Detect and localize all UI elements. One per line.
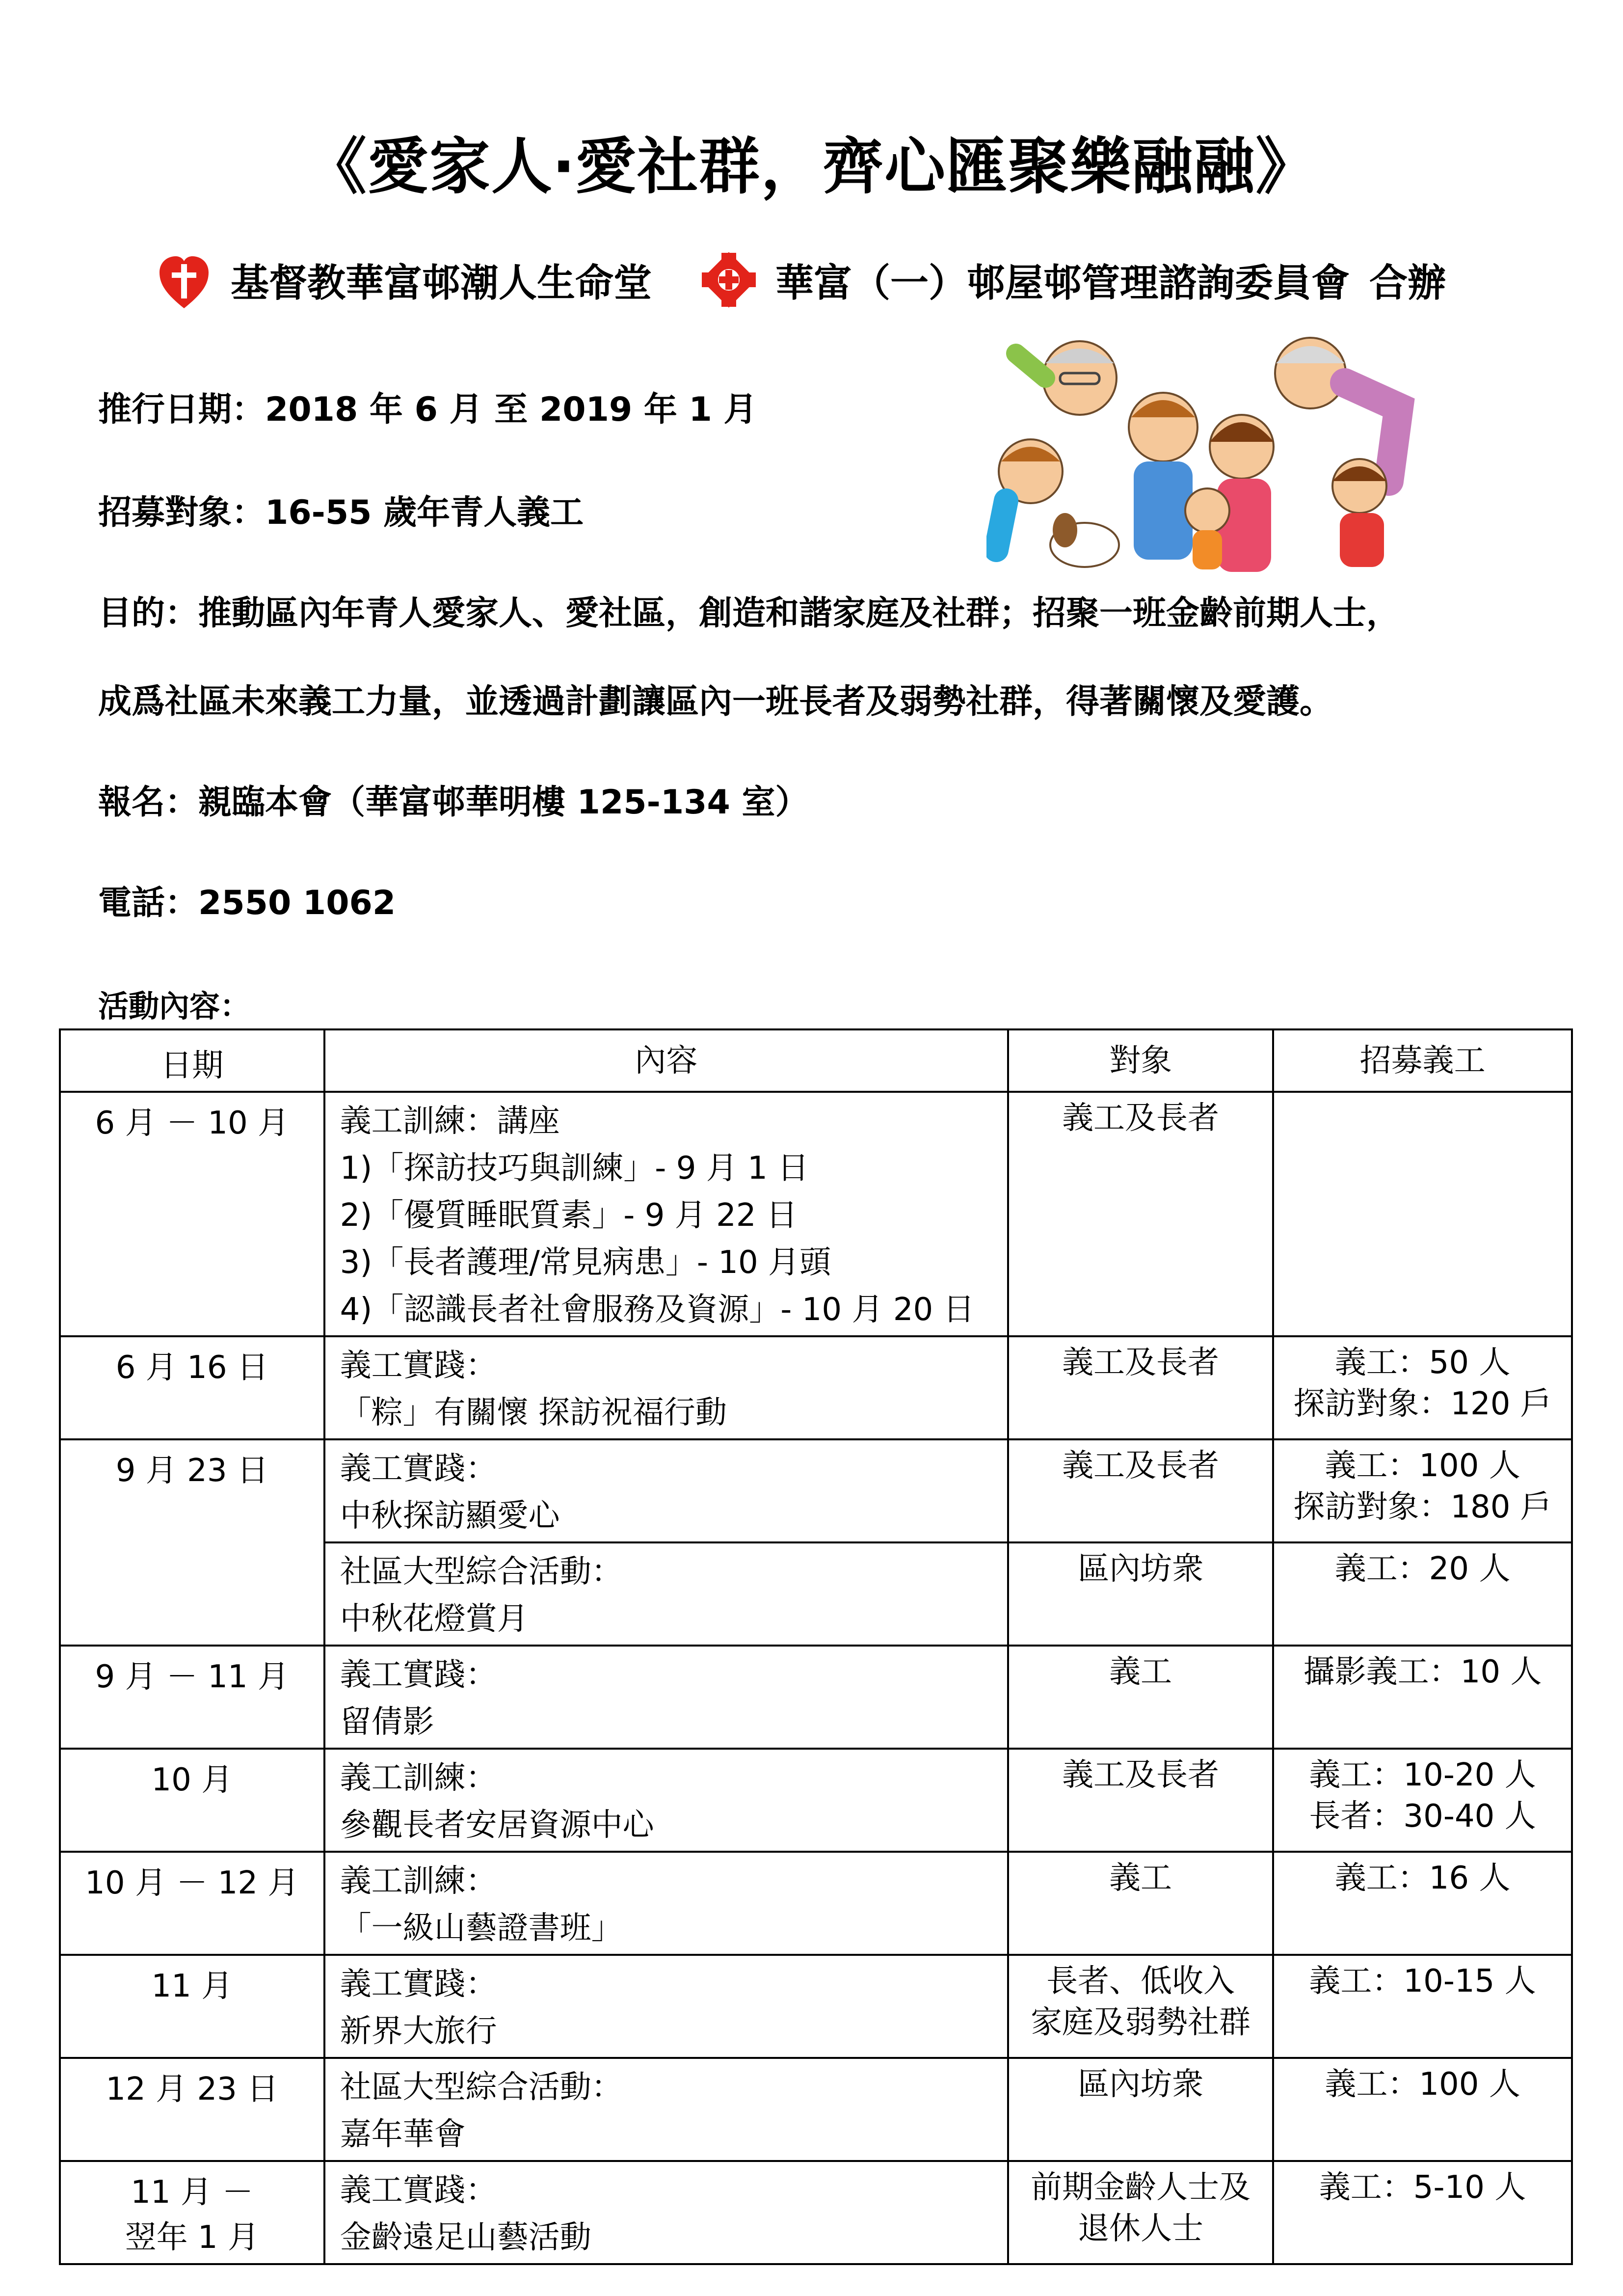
target-cell-line: 義工: [1109, 1860, 1172, 1896]
activity-table: [59, 1028, 1573, 2265]
content-cell-line: 新界大旅行: [340, 2013, 497, 2050]
table-header-row: [60, 1029, 1572, 1092]
date-cell: [60, 1852, 324, 1955]
content-cell-line: 義工實踐：: [340, 1451, 497, 1487]
content-cell-line: 社區大型綜合活動：: [340, 1554, 623, 1590]
content-cell: [324, 2161, 1008, 2264]
girl-figure: [1332, 459, 1386, 567]
recruit-cell: [1273, 2161, 1572, 2264]
date-cell: [60, 1955, 324, 2058]
target-cell-line: 家庭及弱勢社群: [1031, 2004, 1251, 2041]
target-cell: [1008, 1336, 1273, 1439]
phone-line: 電話：2550 1062: [98, 884, 396, 922]
content-cell: [324, 2058, 1008, 2161]
table-row: [60, 1439, 1572, 1542]
table-row: [60, 1955, 1572, 2058]
date-cell: [60, 1646, 324, 1749]
register-line: 報名：親臨本會（華富邨華明樓 125-134 室）: [98, 783, 809, 822]
recruit-cell-line: 攝影義工：10 人: [1303, 1654, 1542, 1690]
date-cell-line: 6 月 16 日: [115, 1350, 268, 1386]
date-cell-line: 9 月 23 日: [115, 1453, 268, 1489]
table-row: [60, 1092, 1572, 1336]
target-cell-line: 義工及長者: [1062, 1100, 1220, 1136]
date-cell: [60, 1336, 324, 1439]
organizer-church-name: 基督教華富邨潮人生命堂: [231, 261, 652, 305]
date-cell: [60, 1092, 324, 1336]
target-cell-line: 區內坊衆: [1078, 2066, 1204, 2103]
family-illustration: [986, 324, 1418, 579]
father-figure: [1129, 393, 1197, 560]
content-cell-line: 義工訓練：: [340, 1863, 497, 1899]
page-title: 《愛家人‧愛社群，齊心匯聚樂融融》: [305, 132, 1318, 202]
recruit-cell: [1273, 1749, 1572, 1852]
target-line: 招募對象：16-55 歲年青人義工: [98, 493, 584, 532]
target-cell-line: 義工及長者: [1062, 1345, 1220, 1381]
content-cell-line: 參觀長者安居資源中心: [340, 1807, 654, 1843]
activities-heading: 活動內容：: [98, 988, 251, 1024]
dog-figure: [1050, 513, 1119, 567]
organizer-committee: [702, 250, 1446, 309]
target-cell: [1008, 1542, 1273, 1646]
recruit-cell-line: 義工：100 人: [1325, 1448, 1520, 1484]
content-cell: [324, 1852, 1008, 1955]
organizer-committee-name: 華富（一）邨屋邨管理諮詢委員會: [775, 261, 1350, 305]
content-cell-line: 義工訓練：講座: [340, 1103, 560, 1139]
date-cell: [60, 2058, 324, 2161]
target-cell-line: 前期金齡人士及: [1031, 2169, 1251, 2206]
table-row: [60, 2161, 1572, 2264]
content-cell-line: 4)「認識長者社會服務及資源」- 10 月 20 日: [340, 1292, 975, 1328]
date-cell: [60, 1439, 324, 1646]
content-cell: [324, 1336, 1008, 1439]
recruit-cell: [1273, 2058, 1572, 2161]
content-cell-line: 留倩影: [340, 1704, 434, 1740]
content-cell-line: 金齡遠足山藝活動: [340, 2219, 591, 2256]
content-cell-line: 嘉年華會: [340, 2116, 466, 2153]
content-cell: [324, 1955, 1008, 2058]
content-cell: [324, 1092, 1008, 1336]
target-cell-line: 義工及長者: [1062, 1757, 1220, 1793]
committee-emblem-icon: [702, 250, 756, 309]
content-cell-line: 「粽」有關懷 探訪祝福行動: [340, 1395, 727, 1431]
table-row: [60, 1336, 1572, 1439]
content-cell-line: 1)「探訪技巧與訓練」- 9 月 1 日: [340, 1150, 809, 1187]
header-content: 內容: [324, 1029, 1008, 1092]
table-row: [60, 1749, 1572, 1852]
recruit-cell: [1273, 1852, 1572, 1955]
organizer-suffix: 合辦: [1369, 261, 1446, 305]
date-cell-line: 6 月 － 10 月: [95, 1105, 290, 1141]
recruit-cell: [1273, 1542, 1572, 1646]
date-cell-line: 10 月 － 12 月: [85, 1865, 299, 1901]
recruit-cell-line: 探訪對象：120 戶: [1293, 1386, 1552, 1422]
purpose-line-2: 成爲社區未來義工力量，並透過計劃讓區內一班長者及弱勢社群，得著關懷及愛護。: [98, 682, 1333, 721]
content-cell-line: 義工訓練：: [340, 1760, 497, 1796]
organizers: [157, 245, 1482, 319]
recruit-cell-line: 義工：16 人: [1334, 1860, 1511, 1896]
content-cell: [324, 1542, 1008, 1646]
recruit-cell: [1273, 1439, 1572, 1542]
recruit-cell-line: 探訪對象：180 戶: [1293, 1489, 1552, 1525]
header-date: 日期: [60, 1029, 324, 1092]
table-row: [60, 1646, 1572, 1749]
date-cell-line: 11 月 －: [131, 2174, 254, 2211]
target-cell: [1008, 1439, 1273, 1542]
recruit-cell: [1273, 1955, 1572, 2058]
recruit-cell: [1273, 1336, 1572, 1439]
recruit-cell-line: 義工：10-15 人: [1309, 1963, 1536, 1999]
target-cell-line: 義工: [1109, 1654, 1172, 1690]
content-cell-line: 義工實踐：: [340, 1657, 497, 1693]
recruit-cell: [1273, 1646, 1572, 1749]
target-cell-line: 長者、低收入: [1046, 1963, 1235, 1999]
target-cell-line: 義工及長者: [1062, 1448, 1220, 1484]
content-cell-line: 社區大型綜合活動：: [340, 2069, 623, 2106]
target-cell: [1008, 1852, 1273, 1955]
target-cell: [1008, 1646, 1273, 1749]
date-cell: [60, 2161, 324, 2264]
content-cell: [324, 1439, 1008, 1542]
recruit-cell-line: 義工：10-20 人: [1309, 1757, 1536, 1793]
recruit-cell-line: 義工：20 人: [1334, 1551, 1511, 1587]
target-cell: [1008, 1092, 1273, 1336]
content-cell-line: 義工實踐：: [340, 1966, 497, 2002]
date-cell-line: 10 月: [151, 1762, 233, 1798]
content-cell: [324, 1646, 1008, 1749]
grandma-figure: [1275, 338, 1399, 481]
content-cell-line: 義工實踐：: [340, 2172, 497, 2209]
content-cell-line: 中秋花燈賞月: [340, 1601, 529, 1637]
target-cell-line: 退休人士: [1078, 2211, 1204, 2247]
recruit-cell-line: 長者：30-40 人: [1309, 1798, 1536, 1835]
date-cell-line: 9 月 － 11 月: [95, 1659, 290, 1695]
grandpa-figure: [1016, 341, 1117, 415]
date-cell: [60, 1749, 324, 1852]
period-line: 推行日期：2018 年 6 月 至 2019 年 1 月: [98, 390, 757, 429]
church-cross-logo-icon: [157, 250, 211, 309]
date-cell-line: 翌年 1 月: [125, 2219, 259, 2256]
date-cell-line: 12 月 23 日: [106, 2071, 279, 2107]
table-row: [60, 2058, 1572, 2161]
content-cell: [324, 1749, 1008, 1852]
content-cell-line: 中秋探訪顯愛心: [340, 1498, 560, 1534]
recruit-cell-line: 義工：100 人: [1325, 2066, 1520, 2103]
organizer-church: [157, 250, 652, 309]
target-cell: [1008, 2161, 1273, 2264]
table-row: [60, 1852, 1572, 1955]
header-recruit: 招募義工: [1273, 1029, 1572, 1092]
purpose-line-1: 目的：推動區內年青人愛家人、愛社區，創造和諧家庭及社群；招聚一班金齡前期人士，: [98, 594, 1400, 633]
header-target: 對象: [1008, 1029, 1273, 1092]
recruit-cell-line: 義工：5-10 人: [1319, 2169, 1526, 2206]
content-cell-line: 義工實踐：: [340, 1348, 497, 1384]
target-cell-line: 區內坊衆: [1078, 1551, 1204, 1587]
content-cell-line: 2)「優質睡眠質素」- 9 月 22 日: [340, 1197, 798, 1234]
content-cell-line: 「一級山藝證書班」: [340, 1910, 623, 1946]
boy-figure: [996, 439, 1063, 550]
date-cell-line: 11 月: [151, 1968, 233, 2004]
target-cell: [1008, 1955, 1273, 2058]
target-cell: [1008, 1749, 1273, 1852]
target-cell: [1008, 2058, 1273, 2161]
recruit-cell-line: 義工：50 人: [1334, 1345, 1511, 1381]
content-cell-line: 3)「長者護理/常見病患」- 10 月頭: [340, 1244, 831, 1281]
recruit-cell: [1273, 1092, 1572, 1336]
